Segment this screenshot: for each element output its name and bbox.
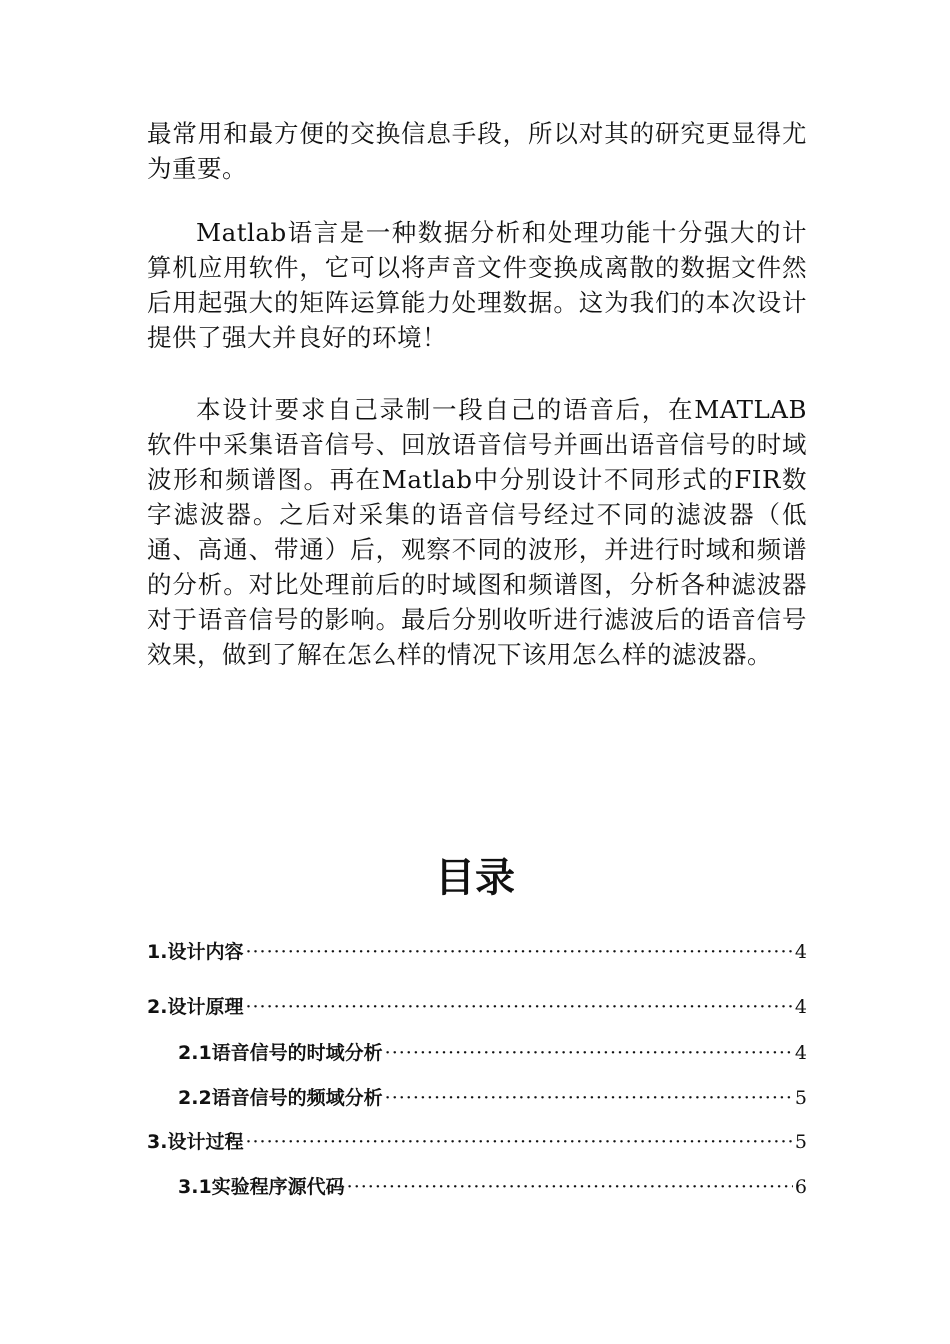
body-paragraph: Matlab语言是一种数据分析和处理功能十分强大的计算机应用软件，它可以将声音文件变换成离散的数据文件然后用起强大的矩阵运算能力处理数据。这为我们的本次设计提供了强大并良好的环境！ (147, 218, 807, 352)
toc-entry-label: 3.设计过程 (147, 1131, 244, 1153)
toc-entry[interactable] (178, 1084, 807, 1112)
toc-entry-label: 2.设计原理 (147, 996, 244, 1018)
toc-dot-leader (385, 1039, 793, 1067)
toc-page-number: 4 (794, 941, 807, 963)
toc-page-number: 4 (794, 1042, 807, 1064)
toc-entry[interactable] (178, 1039, 807, 1067)
toc-entry[interactable] (147, 1128, 807, 1156)
toc-dot-leader (347, 1173, 793, 1201)
toc-dot-leader (245, 1128, 792, 1156)
toc-entry[interactable] (147, 938, 807, 966)
toc-title: 目录 (435, 855, 515, 901)
toc-page-number: 5 (794, 1087, 807, 1109)
toc-entry[interactable] (147, 993, 807, 1021)
toc-dot-leader (385, 1084, 793, 1112)
toc-dot-leader (245, 993, 792, 1021)
toc-entry[interactable] (178, 1173, 807, 1201)
toc-entry-label: 1.设计内容 (147, 941, 244, 963)
toc-page-number: 4 (794, 996, 807, 1018)
toc-page-number: 5 (794, 1131, 807, 1153)
toc-page-number: 6 (794, 1176, 807, 1198)
toc-dot-leader (245, 938, 792, 966)
body-paragraph: 本设计要求自己录制一段自己的语音后，在MATLAB软件中采集语音信号、回放语音信号并画出语音信号的时域波形和频谱图。再在Matlab中分别设计不同形式的FIR数字滤波器。之后对采集的语音信号经过不同的滤波器（低通、高通、带通）后，观察不同的波形，并进行时域和频谱的分析。对比处理前后的时域图和频谱图，分析各种滤波器对于语音信号的影响。最后分别收听进行滤波后的语音信号效果，做到了解在怎么样的情况下该用怎么样的滤波器。 (147, 395, 807, 669)
body-paragraph: 最常用和最方便的交换信息手段，所以对其的研究更显得尤为重要。 (147, 119, 807, 183)
toc-entry-label: 2.1语音信号的时域分析 (178, 1042, 383, 1064)
toc-entry-label: 2.2语音信号的频域分析 (178, 1087, 383, 1109)
toc-entry-label: 3.1实验程序源代码 (178, 1176, 345, 1198)
